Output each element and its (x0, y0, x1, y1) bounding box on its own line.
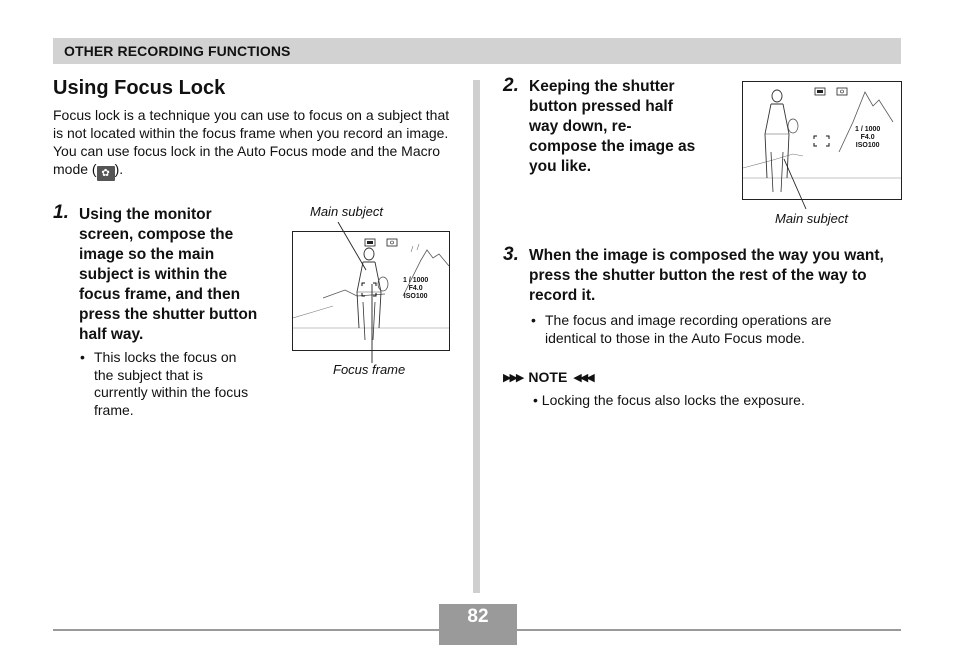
step-3-bullet: • The focus and image recording operations are identical to those in the Auto Focus mode. (531, 312, 832, 346)
intro-text: Focus lock is a technique you can use to focus on a subject that is not located within the focus frame when you record an image. You can use focus lock in the Auto Focus mode and the Macro mode ( (53, 107, 450, 177)
figure-2-leader-line (780, 155, 820, 215)
note-heading (503, 369, 593, 385)
intro-text-end: ). (114, 161, 124, 177)
section-header-title: OTHER RECORDING FUNCTIONS (64, 43, 291, 59)
note-label: NOTE (528, 369, 568, 385)
page-title: Using Focus Lock (53, 77, 226, 99)
note-left-arrows-icon: ▶▶▶ (503, 371, 523, 384)
step-2-text: Keeping the shutter button pressed half way down, re-compose the image as you like. (529, 78, 696, 175)
page-number: 82 (439, 604, 517, 630)
note-right-arrows-icon: ◀◀◀ (573, 371, 593, 384)
figure-1-shutter-value: 1 / 1000 (403, 277, 429, 284)
figure-1-main-subject-caption: Main subject (310, 204, 383, 219)
figure-2-iso-value: ISO100 (855, 142, 880, 149)
figure-2-exposure-readout (855, 126, 880, 150)
figure-1-aperture-value: F4.0 (408, 285, 423, 292)
figure-2-shutter-value: 1 / 1000 (855, 126, 881, 133)
step-2-number: 2. (503, 75, 519, 96)
step-1-bullet: • This locks the focus on the subject that is currently within the focus frame. (80, 349, 249, 418)
step-3-text: When the image is composed the way you want, press the shutter button the rest of the way to record it. (529, 247, 884, 304)
figure-1-focus-frame-caption: Focus frame (333, 362, 406, 377)
figure-2-aperture-value: F4.0 (860, 134, 875, 141)
figure-1-leader-lines (330, 218, 390, 368)
step-1-text: Using the monitor screen, compose the image so the main subject is within the focus frame, and then press the shutter button half way. (79, 206, 258, 343)
step-3-number: 3. (503, 244, 519, 265)
step-3-bullet-text: The focus and image recording operations are identical to those in the Auto Focus mode. (545, 312, 832, 346)
figure-1-iso-value: ISO100 (403, 293, 428, 300)
figure-1-exposure-readout (403, 277, 428, 301)
section-header-bar (53, 38, 901, 64)
figure-2-main-subject-caption: Main subject (775, 211, 848, 226)
step-1-bullet-text: This locks the focus on the subject that is currently within the focus frame. (94, 349, 249, 418)
macro-flower-icon: ✿ (97, 166, 115, 181)
step-1-number: 1. (53, 202, 69, 223)
note-bullet: • Locking the focus also locks the exposure. (533, 392, 805, 408)
intro-paragraph (53, 106, 463, 181)
page-number-tab (439, 631, 517, 645)
figure-2-monitor-screen (742, 81, 902, 200)
column-divider (473, 80, 480, 593)
